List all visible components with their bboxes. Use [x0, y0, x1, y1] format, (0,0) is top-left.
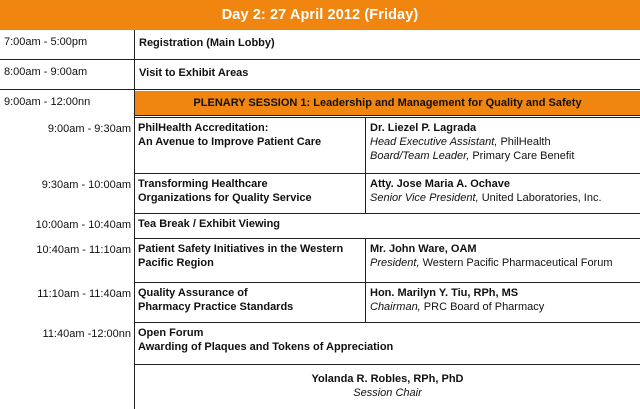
session-row — [0, 282, 640, 322]
topic-line: Organizations for Quality Service — [138, 192, 312, 204]
topic-line: Awarding of Plaques and Tokens of Appreciation — [138, 341, 394, 353]
session-time: 10:00am - 10:40am — [35, 219, 131, 231]
session-topic — [138, 322, 578, 354]
agenda-time: 9:00am - 12:00nn — [4, 96, 91, 108]
session-divider — [365, 117, 366, 173]
session-speaker — [370, 238, 636, 270]
speaker-name: Dr. Liezel P. Lagrada — [370, 122, 477, 134]
session-row — [0, 117, 640, 173]
column-divider — [134, 30, 135, 59]
session-time: 9:00am - 9:30am — [47, 123, 131, 135]
speaker-position: Board/Team Leader, — [370, 150, 470, 162]
agenda-time: 8:00am - 9:00am — [4, 66, 88, 78]
topic-line: Open Forum — [138, 327, 204, 339]
session-time: 9:30am - 10:00am — [41, 179, 131, 191]
session-row-break — [0, 213, 640, 238]
speaker-title — [370, 300, 636, 314]
plenary-session-banner: PLENARY SESSION 1: Leadership and Management for Quality and Safety — [135, 91, 640, 116]
speaker-org: Primary Care Benefit — [469, 150, 575, 162]
agenda-event: Visit to Exhibit Areas — [139, 67, 249, 79]
session-row — [0, 238, 640, 282]
session-speaker — [370, 173, 636, 205]
topic-line: Patient Safety Initiatives in the Western — [138, 243, 344, 255]
agenda-row-exhibit — [0, 60, 640, 90]
session-row-forum — [0, 322, 640, 364]
agenda-time: 7:00am - 5:00pm — [4, 36, 88, 48]
session-time: 11:40am -12:00nn — [42, 328, 131, 340]
speaker-title — [370, 135, 636, 149]
speaker-position: Senior Vice President, — [370, 192, 479, 204]
agenda-row-registration — [0, 30, 640, 60]
session-divider — [365, 282, 366, 322]
session-topic — [138, 117, 360, 149]
agenda-event: Registration (Main Lobby) — [139, 37, 275, 49]
speaker-position: Chairman, — [370, 301, 421, 313]
session-divider — [365, 238, 366, 282]
speaker-title — [370, 191, 636, 205]
session-topic — [138, 238, 360, 270]
topic-line: Quality Assurance of — [138, 287, 248, 299]
session-divider — [365, 173, 366, 213]
speaker-org: Western Pacific Pharmaceutical Forum — [419, 257, 613, 269]
speaker-name: Hon. Marilyn Y. Tiu, RPh, MS — [370, 287, 519, 299]
topic-line: Transforming Healthcare — [138, 178, 268, 190]
speaker-name: Atty. Jose Maria A. Ochave — [370, 178, 510, 190]
speaker-position: President, — [370, 257, 420, 269]
session-box — [135, 364, 640, 365]
session-topic — [138, 173, 360, 205]
speaker-title — [370, 256, 636, 270]
session-row — [0, 173, 640, 213]
speaker-org: PRC Board of Pharmacy — [420, 301, 545, 313]
session-chair-role: Session Chair — [353, 387, 422, 399]
session-speaker — [370, 117, 636, 163]
topic-line: PhilHealth Accreditation: — [138, 122, 269, 134]
speaker-position: Head Executive Assistant, — [370, 136, 498, 148]
day-header: Day 2: 27 April 2012 (Friday) — [0, 0, 640, 30]
topic-line: An Avenue to Improve Patient Care — [138, 136, 322, 148]
speaker-org: United Laboratories, Inc. — [478, 192, 602, 204]
speaker-title — [370, 149, 636, 163]
session-chair-name: Yolanda R. Robles, RPh, PhD — [311, 373, 464, 385]
session-time: 10:40am - 11:10am — [36, 244, 131, 256]
session-topic — [138, 282, 360, 314]
session-topic: Tea Break / Exhibit Viewing — [138, 218, 281, 230]
topic-line: Pacific Region — [138, 257, 214, 269]
column-divider — [134, 60, 135, 89]
session-speaker — [370, 282, 636, 314]
topic-line: Pharmacy Practice Standards — [138, 301, 294, 313]
session-time: 11:10am - 11:40am — [37, 288, 131, 300]
speaker-org: PhilHealth — [497, 136, 551, 148]
session-chair — [135, 372, 640, 400]
speaker-name: Mr. John Ware, OAM — [370, 243, 477, 255]
